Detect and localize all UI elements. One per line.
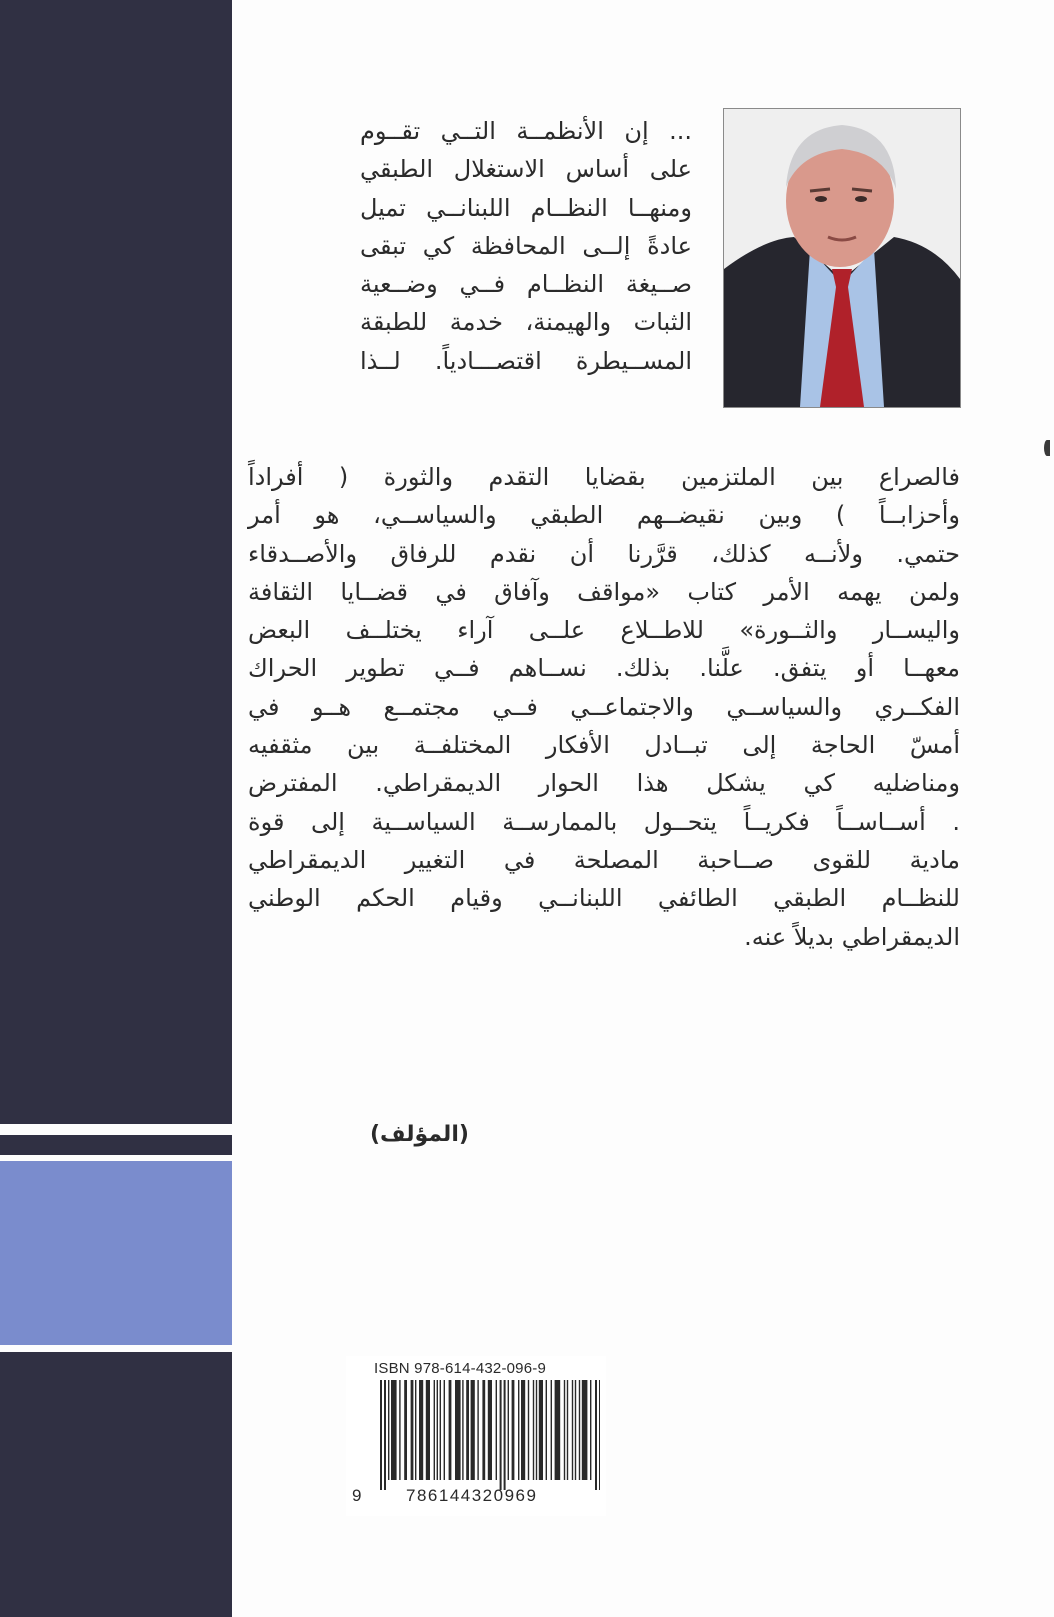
barcode-bars bbox=[378, 1380, 600, 1490]
intro-paragraph bbox=[360, 112, 692, 380]
barcode-bar bbox=[575, 1380, 576, 1480]
author-photo bbox=[723, 108, 961, 408]
body-line: مادية للقوى صــاحبة المصلحة في التغيير الديمقراطي bbox=[248, 845, 960, 874]
edge-mark bbox=[1044, 440, 1050, 456]
body-line: . أســاســاً فكريــاً يتحــول بالممارســة السياســية إلى قوة bbox=[248, 807, 960, 836]
spine-dark-stripe bbox=[0, 1135, 232, 1155]
barcode-bar bbox=[500, 1380, 502, 1490]
barcode-bar bbox=[504, 1380, 506, 1490]
spine-blue-block bbox=[0, 1161, 232, 1345]
body-line: الديمقراطي بديلاً عنه. bbox=[744, 922, 960, 951]
barcode-bar bbox=[415, 1380, 416, 1480]
barcode-bar bbox=[440, 1380, 441, 1480]
barcode-bar bbox=[590, 1380, 591, 1480]
spine-dark-block-top bbox=[0, 0, 232, 1124]
barcode-bar bbox=[496, 1380, 497, 1480]
intro-line: عادةً إلــى المحافظة كي تبقى bbox=[360, 231, 692, 260]
intro-line: المســيطرة اقتصـــادياً. لــذا bbox=[360, 346, 692, 375]
barcode-bar bbox=[555, 1380, 561, 1480]
barcode-bar bbox=[539, 1380, 543, 1480]
body-line: ومناضليه كي يشكل هذا الحوار الديمقراطي. المفترض bbox=[248, 769, 960, 798]
barcode-bar bbox=[404, 1380, 407, 1480]
barcode-bar bbox=[512, 1380, 515, 1480]
barcode-bar bbox=[477, 1380, 478, 1480]
barcode-bar bbox=[536, 1380, 537, 1480]
intro-line: ... إن الأنظمــة التــي تقــوم bbox=[360, 117, 692, 145]
barcode-bar bbox=[533, 1380, 534, 1480]
author-portrait-icon bbox=[724, 109, 960, 407]
barcode-bar bbox=[471, 1380, 475, 1480]
intro-line: على أساس الاستغلال الطبقي bbox=[360, 155, 692, 184]
barcode-bar bbox=[579, 1380, 580, 1480]
barcode-bar bbox=[518, 1380, 519, 1480]
body-line: الفكــري والسياســي والاجتماعــي فــي مجتمــع هــو في bbox=[248, 692, 960, 721]
body-line: للنظــام الطبقي الطائفي اللبنانــي وقيام الحكم الوطني bbox=[248, 884, 960, 913]
barcode-bar bbox=[455, 1380, 461, 1480]
barcode-bar bbox=[426, 1380, 430, 1480]
body-line: حتمي. ولأنــه كذلك، قرَّرنا أن نقدم للرفاق والأصــدقاء bbox=[248, 539, 960, 568]
body-line: فالصراع بين الملتزمين بقضايا التقدم والثورة ( أفراداً bbox=[248, 463, 960, 491]
barcode-bar bbox=[380, 1380, 382, 1490]
barcode-bar bbox=[564, 1380, 565, 1480]
barcode-bar bbox=[384, 1380, 386, 1490]
barcode-bar bbox=[546, 1380, 547, 1480]
barcode-bar bbox=[449, 1380, 452, 1480]
barcode-bar bbox=[466, 1380, 469, 1480]
barcode-bar bbox=[434, 1380, 435, 1480]
barcode-bar bbox=[572, 1380, 573, 1480]
barcode-bar bbox=[521, 1380, 525, 1480]
barcode-bar bbox=[437, 1380, 438, 1480]
body-line: واليســار والثــورة» للاطــلاع علــى آراء يختلــف البعض bbox=[248, 616, 960, 645]
barcode-bar bbox=[508, 1380, 509, 1480]
barcode-digits: 786144320969 bbox=[406, 1486, 538, 1505]
barcode-bar bbox=[482, 1380, 485, 1480]
body-line: وأحزابــاً ) وبين نقيضــهم الطبقي والسياســي، هو أمر bbox=[248, 501, 960, 530]
spine-dark-block-bottom bbox=[0, 1352, 232, 1617]
barcode-bar bbox=[528, 1380, 529, 1480]
barcode-icon bbox=[378, 1380, 600, 1490]
barcode-bar bbox=[595, 1380, 597, 1490]
barcode-bar bbox=[488, 1380, 492, 1480]
barcode-bar bbox=[444, 1380, 445, 1480]
barcode-bar bbox=[599, 1380, 600, 1490]
barcode-bar bbox=[582, 1380, 588, 1480]
body-paragraph bbox=[248, 458, 960, 956]
body-line: ولمن يهمه الأمر كتاب «مواقف وآفاق في قضــايا الثقافة bbox=[248, 577, 960, 606]
barcode-bar bbox=[388, 1380, 389, 1480]
body-line: أمسّ الحاجة إلى تبــادل الأفكار المختلفــة بين مثقفيه bbox=[248, 731, 960, 760]
cover-spine-band bbox=[0, 0, 232, 1617]
barcode-lead-digit: 9 bbox=[352, 1486, 362, 1505]
isbn-label: ISBN 978-614-432-096-9 bbox=[374, 1360, 547, 1377]
intro-line: الثبات والهيمنة، خدمة للطبقة bbox=[360, 308, 692, 337]
intro-line: ومنهــا النظــام اللبنانــي تميل bbox=[360, 193, 692, 222]
author-signature: (المؤلف) bbox=[370, 1122, 469, 1147]
barcode-bar bbox=[462, 1380, 463, 1480]
barcode-bar bbox=[411, 1380, 414, 1480]
barcode-bar bbox=[551, 1380, 552, 1480]
barcode-bar bbox=[399, 1380, 400, 1480]
isbn-barcode bbox=[346, 1356, 606, 1516]
barcode-bar bbox=[419, 1380, 423, 1480]
body-line: معهــا أو يتفق. علَّنا. بذلك. نســاهم فــي تطوير الحراك bbox=[248, 654, 960, 683]
barcode-bar bbox=[567, 1380, 568, 1480]
barcode-bar bbox=[391, 1380, 397, 1480]
intro-line: صــيغة النظــام فــي وضــعية bbox=[360, 270, 692, 299]
